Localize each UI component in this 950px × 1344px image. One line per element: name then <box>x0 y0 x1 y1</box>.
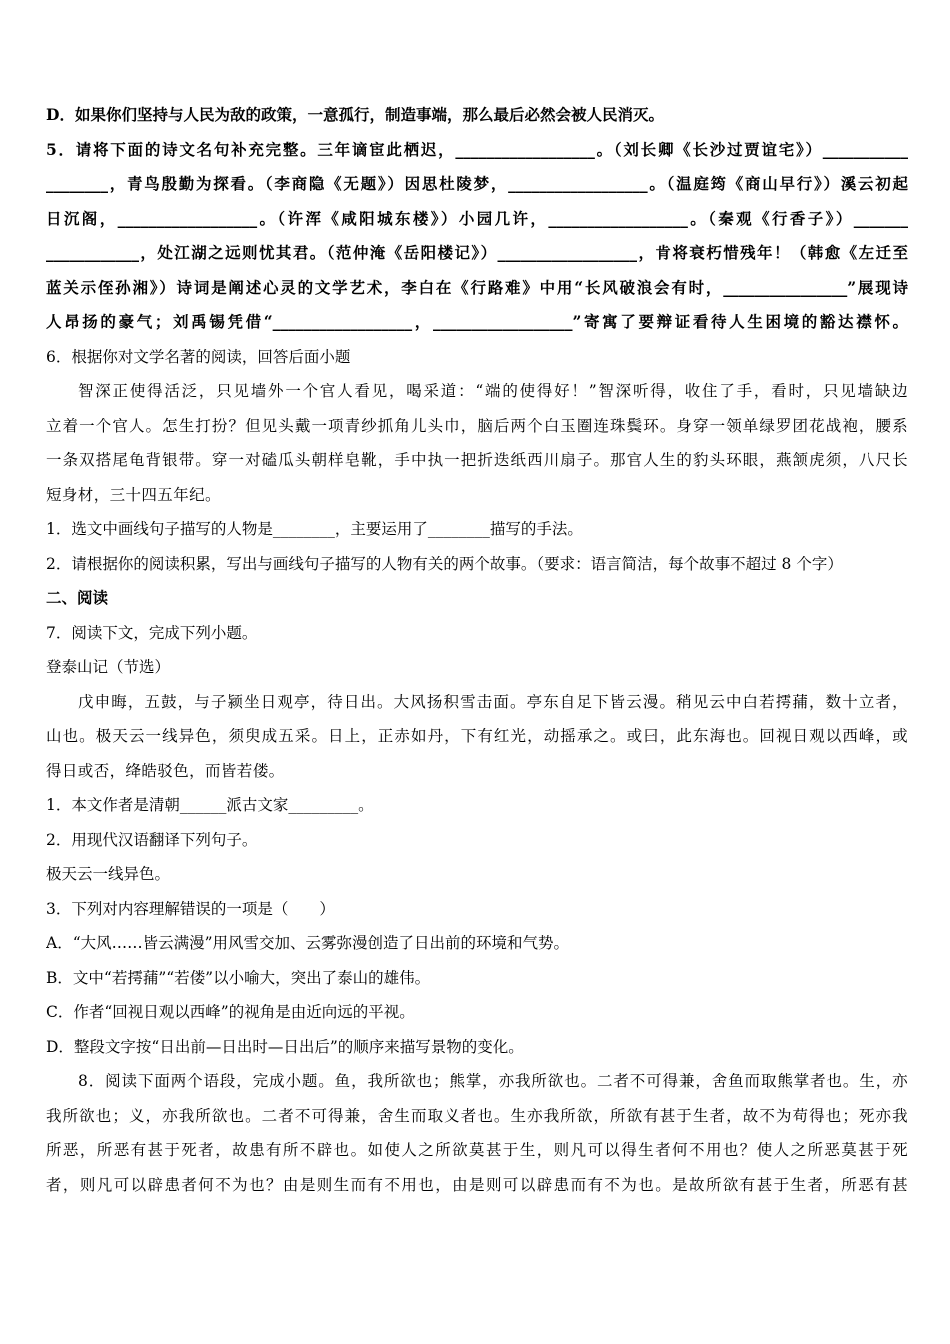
q5-line-4: ____________，处江湖之远则忧其君。（范仲淹《岳阳楼记》）__________________，肯将衰朽惜残年！（韩愈《左迁至 <box>46 243 908 262</box>
q7-option-c: C．作者“回视日观以西峰”的视角是由近向远的平视。 <box>46 1003 415 1021</box>
q7-title: 7．阅读下文，完成下列小题。 <box>46 623 258 642</box>
q6-passage-line-3: 一条双搭尾龟背银带。穿一对磕瓜头朝样皂靴，手中执一把折迭纸西川扇子。那官人生的豹头环眼，燕颔虎须，八尺长 <box>46 451 908 469</box>
q8-line-3: 所恶，所恶有甚于死者，故患有所不辟也。如使人之所欲莫甚于生，则凡可以得生者何不用也？使人之所恶莫甚于死 <box>46 1141 908 1159</box>
q6-passage-line-2: 立着一个官人。怎生打扮？但见头戴一项青纱抓角儿头巾，脑后两个白玉圈连珠鬓环。身穿一领单绿罗团花战袍，腰系 <box>46 416 908 435</box>
q5-line-2: ________，青鸟殷勤为探看。（李商隐《无题》）因思杜陵梦，__________________。（温庭筠《商山早行》）溪云初起 <box>46 174 908 193</box>
q7-passage-line-1: 戊申晦，五鼓，与子颍坐日观亭，待日出。大风扬积雪击面。亭东自足下皆云漫。稍见云中白若摴蒱，数十立者， <box>78 692 908 711</box>
q5-line-6: 人昂扬的豪气；刘禹锡凭借“__________________，__________________”寄寓了要辩证看待人生困境的豁达襟怀。 <box>46 312 908 331</box>
q7-sub-1: 1．本文作者是清朝______派古文家_________。 <box>46 796 374 814</box>
q6-passage-line-4: 短身材，三十四五年纪。 <box>46 485 221 504</box>
q7-passage-line-2: 山也。极天云一线异色，须臾成五采。日上，正赤如丹，下有红光，动摇承之。或曰，此东海也。回视日观以西峰，或 <box>46 727 908 745</box>
q8-line-1: 8．阅读下面两个语段，完成小题。鱼，我所欲也；熊掌，亦我所欲也。二者不可得兼，舍鱼而取熊掌者也。生，亦 <box>78 1072 908 1090</box>
document-page <box>46 98 908 1202</box>
q7-option-d: D．整段文字按“日出前—日出时—日出后”的顺序来描写景物的变化。 <box>46 1037 524 1056</box>
q7-sub-2: 2．用现代汉语翻译下列句子。 <box>46 830 258 849</box>
q7-sub-3: 3．下列对内容理解错误的一项是（ ） <box>46 899 335 918</box>
q6-sub-1: 1．选文中画线句子描写的人物是________，主要运用了________描写的手法。 <box>46 520 583 538</box>
q5-line-1: 5．请将下面的诗文名句补充完整。三年谪宦此栖迟，__________________。（刘长卿《长沙过贾谊宅》）___________ <box>46 139 908 159</box>
q5-line-3: 日沉阁，__________________。（许浑《咸阳城东楼》）小园几许，__________________。（秦观《行香子》）_______ <box>46 208 908 228</box>
q5-line-5: 蓝关示侄孙湘》）诗词是阐述心灵的文学艺术，李白在《行路难》中用“长风破浪会有时，________________”展现诗 <box>46 277 908 297</box>
q7-passage-title: 登泰山记（节选） <box>46 658 171 676</box>
q7-option-b: B．文中“若摴蒱”“若偻”以小喻大，突出了泰山的雄伟。 <box>46 968 431 987</box>
q4-option-d: D．如果你们坚持与人民为敌的政策，一意孤行，制造事端，那么最后必然会被人民消灭。 <box>46 105 664 124</box>
q8-line-2: 我所欲也；义，亦我所欲也。二者不可得兼，舍生而取义者也。生亦我所欲，所欲有甚于生者，故不为苟得也；死亦我 <box>46 1106 908 1125</box>
section-heading-reading: 二、阅读 <box>46 588 109 607</box>
q6-passage-line-1: 智深正使得活泛，只见墙外一个官人看见，喝采道：“端的使得好！”智深听得，收住了手，看时，只见墙缺边 <box>78 382 908 400</box>
q7-option-a: A．“大风……皆云满漫”用风雪交加、云雾弥漫创造了日出前的环境和气势。 <box>46 934 570 952</box>
q7-sub-2-sentence: 极天云一线异色。 <box>46 865 171 883</box>
q6-sub-2: 2．请根据你的阅读积累，写出与画线句子描写的人物有关的两个故事。（要求：语言简洁，每个故事不超过 8 个字） <box>46 554 843 573</box>
q6-title: 6．根据你对文学名著的阅读，回答后面小题 <box>46 347 351 366</box>
q8-line-4: 者，则凡可以辟患者何不为也？由是则生而有不用也，由是则可以辟患而有不为也。是故所欲有甚于生者，所恶有甚 <box>46 1175 908 1194</box>
q7-passage-line-3: 得日或否，绛皓驳色，而皆若偻。 <box>46 761 285 780</box>
